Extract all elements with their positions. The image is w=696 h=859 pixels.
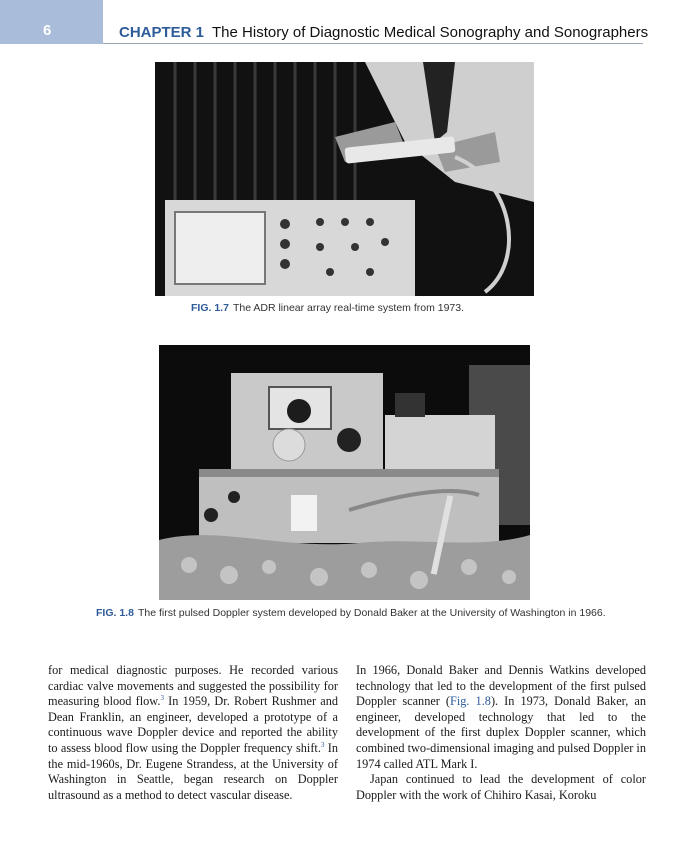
paragraph [356,663,646,772]
figure-caption-text: The ADR linear array real-time system from 1973. [232,302,465,314]
text-run: In 1966, Donald Baker and Dennis Watkins developed technology that led to the development of the first pulsed Doppler scanner ( [356,663,646,709]
adr-system-photo [155,62,534,296]
figure-1-7-photo [155,62,534,296]
header-tab [0,0,103,44]
body-column-right [356,663,646,803]
chapter-title: The History of Diagnostic Medical Sonography and Sonographers [212,24,649,41]
figure-link[interactable]: Fig. 1.8 [450,694,491,709]
figure-label: FIG. 1.7 [191,302,229,314]
chapter-label: CHAPTER 1 [119,24,205,41]
page-number: 6 [43,22,52,39]
figure-1-7-caption [191,301,464,315]
reference-superscript[interactable]: 3 [320,740,325,749]
figure-1-8-photo [159,345,530,600]
text-run: for medical diagnostic purposes. He recorded various cardiac valve movements and suggested the possibility for measuring blood flow. [48,663,338,709]
paragraph [48,663,338,803]
paragraph: Japan continued to lead the development of color Doppler with the work of Chihiro Kasai, Koroku [356,772,646,802]
figure-1-8-caption [96,606,606,620]
text-run: In 1959, Dr. Robert Rushmer and Dean Franklin, an engineer, developed a prototype of a continuous wave Doppler device and reported the ability to assess blood flow using the Doppler frequency shift. [48,694,338,755]
running-header [119,24,648,41]
figure-caption-text: The first pulsed Doppler system developed by Donald Baker at the University of Washington in 1966. [137,607,606,619]
text-run: ). In 1973, Donald Baker, an engineer, developed technology that led to the development of the first duplex Doppler scanner, which combined two-dimensional imaging and pulsed Doppler in 1974 called ATL Mark I. [356,694,646,771]
header-rule [103,43,643,44]
reference-superscript[interactable]: 3 [160,694,164,703]
figure-label: FIG. 1.8 [96,607,134,619]
text-run: In the mid-1960s, Dr. Eugene Strandess, at the University of Washington in Seattle, began research on Doppler ultrasound as a method to detect vascular disease. [48,740,338,802]
doppler-system-photo [159,345,530,600]
body-column-left [48,663,338,803]
